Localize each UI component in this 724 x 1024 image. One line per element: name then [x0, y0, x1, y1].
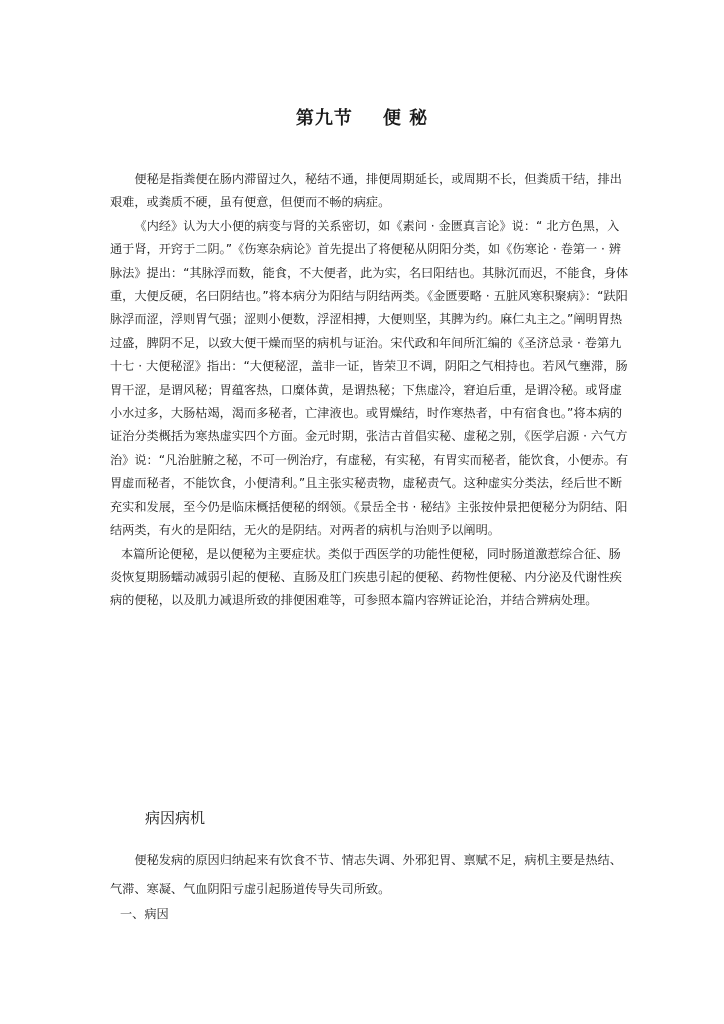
subsection-heading: 病因病机 — [145, 809, 206, 827]
paragraph-history: 《内经》认为大小便的病变与肾的关系密切，如《素问 · 金匮真言论》说：“ 北方色黑，入通于肾，开窍于二阴。”《伤寒杂病论》首先提出了将便秘从阴阳分类，如《伤寒论 · 卷第一 · 辨脉法》提出：“其脉浮而数，能食，不大便者，此为实，名曰阳结也。其脉沉而迟，不能食，身体重，大便反硬，名曰阴结也。”将本病分为阳结与阴结两类。《金匮要略 · 五脏风寒积聚病》：“趺阳脉浮而涩，浮则胃气强；涩则小便数，浮涩相搏，大便则坚，其脾为约。麻仁丸主之。”阐明胃热过盛，脾阴不足，以致大便干燥而坚的病机与证治。宋代政和年间所汇编的《圣济总录 · 卷第九十七 · 大便秘涩》指出：“大便秘涩，盖非一证，皆荣卫不调，阴阳之气相持也。若风气壅滞，肠胃干涩，是谓风秘；胃蕴客热，口糜体黄，是谓热秘；下焦虚冷，窘迫后重，是谓冷秘。或肾虚小水过多，大肠枯竭，渴而多秘者，亡津液也。或胃燥结，时作寒热者，中有宿食也。”将本病的证治分类概括为寒热虚实四个方面。金元时期，张洁古首倡实秘、虚秘之别，《医学启源 · 六气方治》说：“凡治脏腑之秘，不可一例治疗，有虚秘，有实秘，有胃实而秘者，能饮食，小便赤。有胃虚而秘者，不能饮食，小便清利。”且主张实秘责物，虚秘责气。这种虚实分类法，经后世不断充实和发展，至今仍是临床概括便秘的纲领。《景岳全书 · 秘结》主张按仲景把便秘分为阴结、阳结两类，有火的是阳结，无火的是阴结。对两者的病机与治则予以阐明。 — [110, 218, 629, 538]
paragraph-etiology: 便秘发病的原因归纳起来有饮食不节、情志失调、外邪犯胃、禀赋不足，病机主要是热结、气滞、寒凝、气血阴阳亏虚引起肠道传导失司所致。 — [110, 853, 622, 896]
item-heading-etiology: 一、病因 — [120, 907, 169, 921]
section-number: 第九节 — [295, 108, 353, 129]
intro-body — [110, 168, 630, 613]
subsection-body — [110, 846, 630, 904]
paragraph-definition: 便秘是指粪便在肠内滞留过久，秘结不通，排便周期延长，或周期不长，但粪质干结，排出艰难，或粪质不硬，虽有便意，但便而不畅的病症。 — [110, 172, 622, 210]
paragraph-scope: 本篇所论便秘，是以便秘为主要症状。类似于西医学的功能性便秘，同时肠道激惹综合征、肠炎恢复期肠蠕动减弱引起的便秘、直肠及肛门疾患引起的便秘、药物性便秘、内分泌及代谢性疾病的便秘，以及肌力减退所致的排便困难等，可参照本篇内容辨证论治，并结合辨病处理。 — [110, 546, 622, 608]
section-title — [0, 104, 724, 130]
section-name: 便 秘 — [382, 108, 429, 129]
